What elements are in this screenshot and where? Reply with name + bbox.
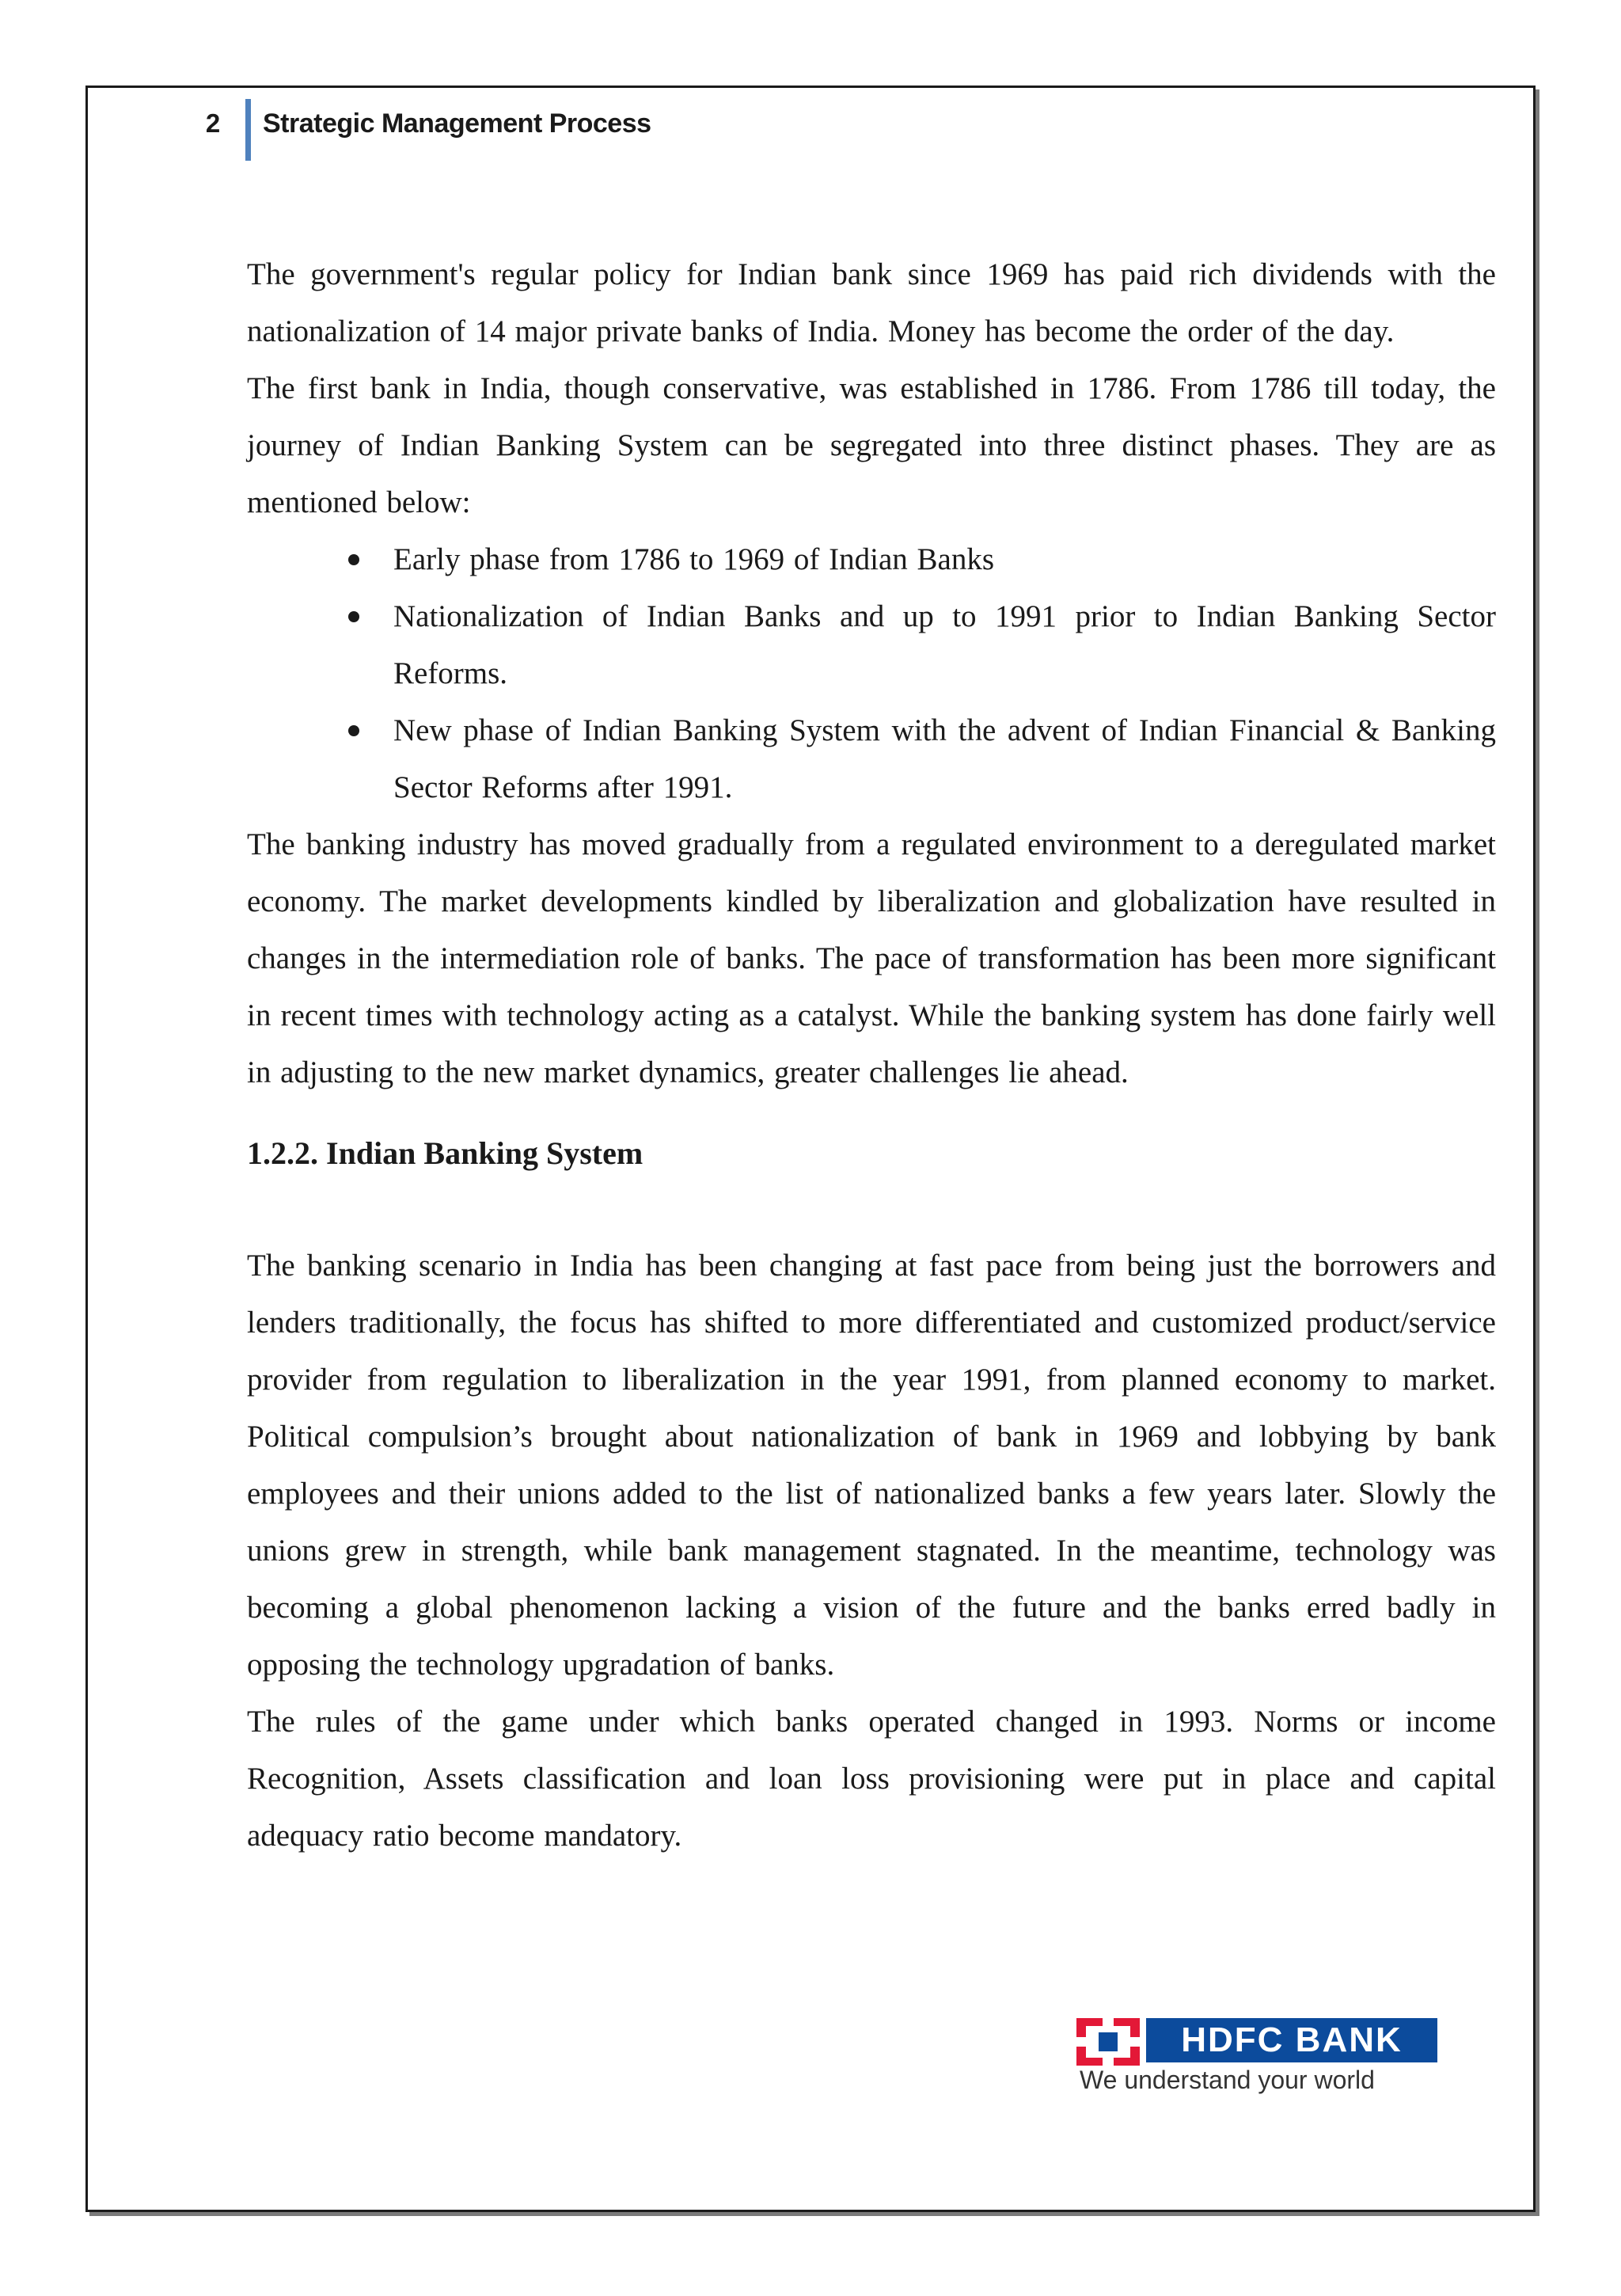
list-item: [247, 588, 1496, 702]
bullet-icon: [348, 725, 359, 736]
header-title: Strategic Management Process: [263, 108, 651, 139]
header-accent-bar: [245, 99, 251, 161]
list-item: [247, 702, 1496, 816]
phases-list: [247, 531, 1496, 816]
body-paragraph: The banking industry has moved gradually from a regulated environment to a deregulated market economy. The market developments kindled by liberalization and globalization have resulted in changes in the intermediation role of banks. The pace of transformation has been more significant in recent times with technology acting as a catalyst. While the banking system has done fairly well in adjusting to the new market dynamics, greater challenges lie ahead.: [247, 827, 1496, 1089]
logo-name: HDFC BANK: [1146, 2018, 1437, 2062]
hdfc-logo-icon: [1076, 2018, 1140, 2066]
list-item: [247, 531, 1496, 588]
hdfc-bank-logo: [1076, 2015, 1520, 2094]
intro-paragraph: The government's regular policy for Indian bank since 1969 has paid rich dividends with the nationalization of 14 major private banks of India. Money has become the order of the day.: [247, 257, 1496, 348]
page-number: 2: [205, 108, 221, 138]
bullet-icon: [348, 611, 359, 622]
page-content: [247, 246, 1496, 1865]
list-item-text: Early phase from 1786 to 1969 of Indian Banks: [393, 542, 995, 576]
bullet-icon: [348, 554, 359, 565]
page-frame: [85, 86, 1536, 2212]
section-heading: 1.2.2. Indian Banking System: [247, 1135, 643, 1171]
body-paragraph: The rules of the game under which banks operated changed in 1993. Norms or income Recognition, Assets classification and loan loss provisioning were put in place and capital adequacy ratio become mandatory.: [247, 1705, 1496, 1853]
list-item-text: Nationalization of Indian Banks and up to 1991 prior to Indian Banking Sector Reforms.: [393, 599, 1496, 690]
intro-paragraph: The first bank in India, though conservative, was established in 1786. From 1786 till today, the journey of Indian Banking System can be segregated into three distinct phases. They are as mentioned below:: [247, 371, 1496, 519]
list-item-text: New phase of Indian Banking System with the advent of Indian Financial & Banking Sector Reforms after 1991.: [393, 713, 1496, 804]
logo-tagline: We understand your world: [1080, 2066, 1375, 2094]
body-paragraph: The banking scenario in India has been changing at fast pace from being just the borrowers and lenders traditionally, the focus has shifted to more differentiated and customized product/service provider from regulation to liberalization in the year 1991, from planned economy to market. Political compulsion’s brought about nationalization of bank in 1969 and lobbying by bank employees and their unions added to the list of nationalized banks a few years later. Slowly the unions grew in strength, while bank management stagnated. In the meantime, technology was becoming a global phenomenon lacking a vision of the future and the banks erred badly in opposing the technology upgradation of banks.: [247, 1249, 1496, 1682]
page-header: [88, 88, 1533, 167]
